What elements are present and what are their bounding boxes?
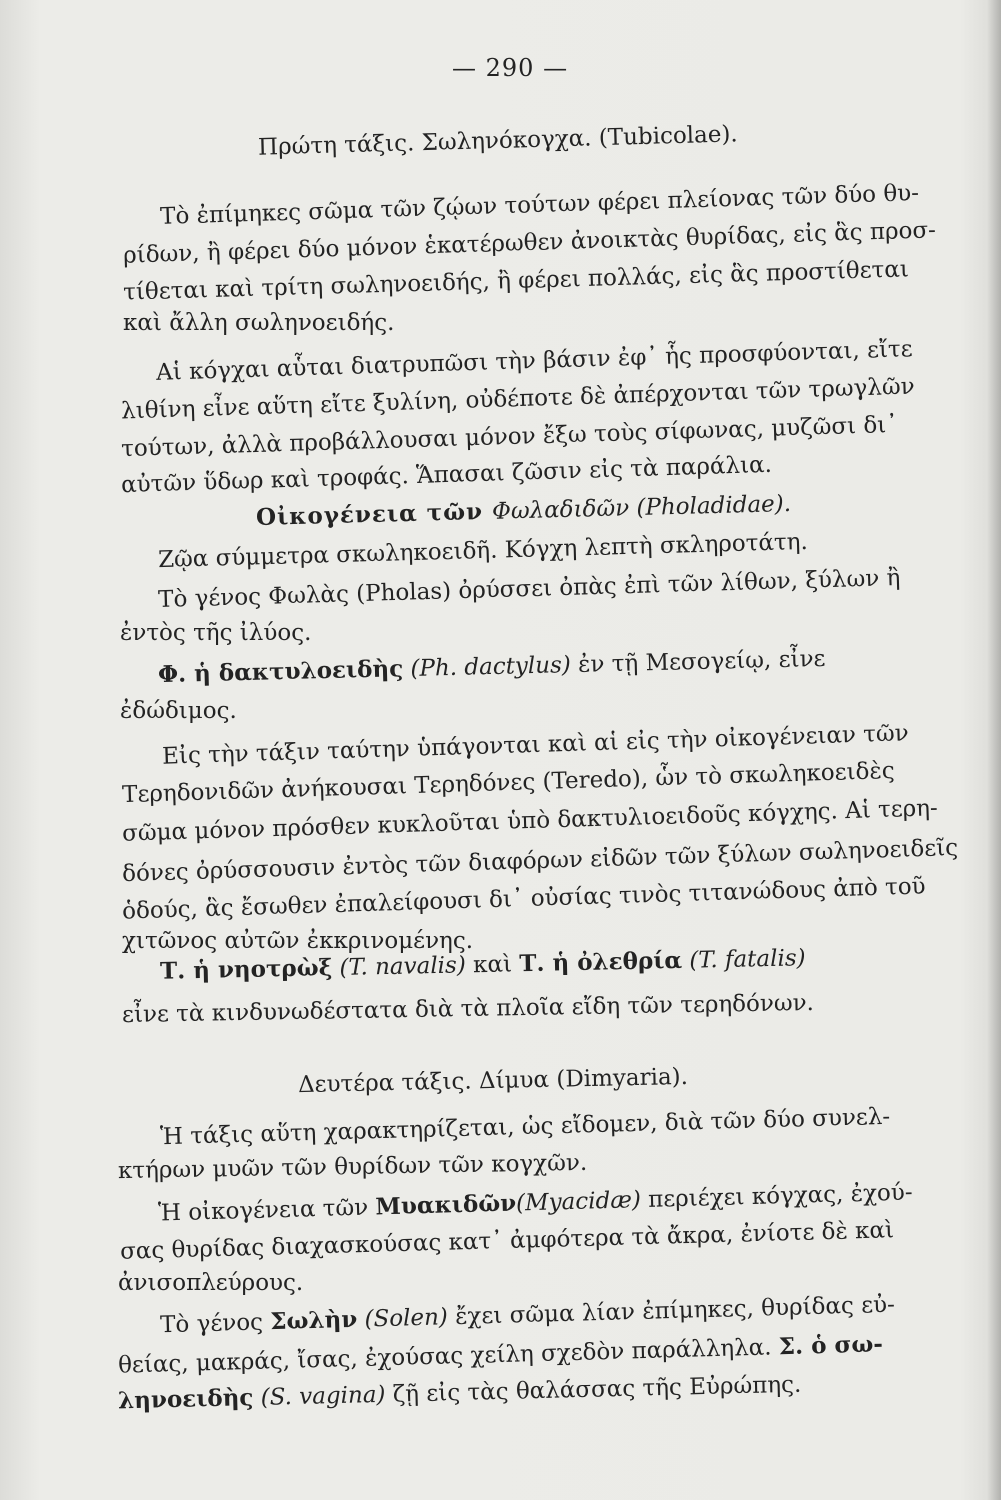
- family-prefix: Οἰκογένεια τῶν: [255, 497, 493, 531]
- species-name-navalis: Τ. ἡ νηοτρὼξ: [159, 954, 333, 985]
- section-heading-dimyaria: Δευτέρα τάξις. Δίμυα (Dimyaria).: [297, 1063, 689, 1099]
- species-name-solen-vagina-end: ληνοειδὴς: [117, 1384, 254, 1415]
- text-line: Τερηδονιδῶν ἀνήκουσαι Τερηδόνες (Teredo), ὧν τὸ σκωληκοειδὲς: [121, 757, 896, 809]
- species-latin-vagina: (S. vagina): [253, 1381, 386, 1412]
- text-line: σας θυρίδας διαχασκούσας κατ᾽ ἀμφότερα τὰ ἄκρα, ἐνίοτε δὲ καὶ: [119, 1217, 895, 1265]
- species-latin-fatalis: (T. fatalis): [681, 945, 806, 974]
- family-description: περιέχει κόγχας, ἐχού-: [640, 1179, 913, 1214]
- text-line: Αἱ κόγχαι αὗται διατρυπῶσι τὴν βάσιν ἐφ᾽ ἧς προσφύονται, εἴτε: [155, 336, 913, 386]
- species-name-fatalis: Τ. ἡ ὀλεθρία: [519, 946, 683, 978]
- genus-latin-solen: (Solen): [356, 1304, 449, 1333]
- text-line: Ζῷα σύμμετρα σκωληκοειδῆ. Κόγχη λεπτὴ σκληροτάτη.: [157, 528, 809, 574]
- species-name: Φ. ἡ δακτυλοειδὴς: [157, 655, 404, 689]
- family-name-greek: Φωλαδιδῶν: [491, 495, 630, 525]
- text-line: ἀνισοπλεύρους.: [118, 1270, 304, 1296]
- text-line: ἐντὸς τῆς ἰλύος.: [120, 620, 312, 646]
- genus-prefix: Τὸ γένος: [159, 1309, 271, 1339]
- text-line: ἐδώδιμος.: [120, 698, 237, 724]
- text-line: Τὸ γένος Φωλὰς (Pholas) ὀρύσσει ὀπὰς ἐπὶ τῶν λίθων, ξύλων ἢ: [157, 564, 901, 614]
- section-heading-tubicolae: Πρώτη τάξις. Σωληνόκογχα. (Tubicolae).: [257, 121, 739, 161]
- text-line: Εἰς τὴν τάξιν ταύτην ὑπάγονται καὶ αἱ εἰς τὴν οἰκογένειαν τῶν: [161, 720, 910, 770]
- species-description: ἐν τῇ Μεσογείῳ, εἶνε: [570, 645, 826, 679]
- text-line: αὐτῶν ὕδωρ καὶ τροφάς. Ἅπασαι ζῶσιν εἰς τὰ παράλια.: [120, 451, 773, 499]
- family-latin-myacidae: (Myacidæ): [515, 1187, 642, 1217]
- text-line: καὶ ἄλλη σωληνοειδής.: [123, 310, 395, 336]
- text-line: χιτῶνος αὐτῶν ἐκκρινομένης.: [122, 928, 474, 954]
- text-line: κτήρων μυῶν τῶν θυρίδων τῶν κογχῶν.: [117, 1149, 588, 1185]
- text-line: λιθίνη εἶνε αὕτη εἴτε ξυλίνη, οὐδέποτε δὲ ἀπέρχονται τῶν τρωγλῶν: [120, 373, 916, 425]
- text-line: ρίδων, ἢ φέρει δύο μόνον ἑκατέρωθεν ἀνοικτὰς θυρίδας, εἰς ἃς προσ-: [122, 217, 937, 269]
- text-segment: θείας, μακράς, ἴσας, ἐχούσας χείλη σχεδὸν παράλληλα.: [117, 1334, 780, 1379]
- species-name-solen-vagina-start: Σ. ὁ σω-: [778, 1330, 884, 1361]
- page-number: — 290 —: [452, 54, 569, 82]
- text-line: εἶνε τὰ κινδυνωδέστατα διὰ τὰ πλοῖα εἴδη τῶν τερηδόνων.: [121, 989, 815, 1029]
- genus-description: ἔχει σῶμα λίαν ἐπίμηκες, θυρίδας εὐ-: [447, 1291, 896, 1331]
- conjunction: καὶ: [465, 951, 520, 979]
- text-line: δόνες ὀρύσσουσιν ἐντὸς τῶν διαφόρων εἰδῶν τῶν ξύλων σωληνοειδεῖς: [121, 834, 959, 888]
- genus-name-solen: Σωλὴν: [269, 1305, 358, 1336]
- text-line: ὁδούς, ἃς ἔσωθεν ἐπαλείφουσι δι᾽ οὐσίας τινὸς τιτανώδους ἀπὸ τοῦ: [121, 873, 926, 925]
- text-line: σῶμα μόνον πρόσθεν κυκλοῦται ὑπὸ δακτυλιοειδοῦς κόγχης. Αἱ τερη-: [121, 795, 939, 847]
- text-line: τούτων, ἀλλὰ προβάλλουσαι μόνον ἔξω τοὺς σίφωνας, μυζῶσι δι᾽: [120, 411, 899, 463]
- species-latin: (Ph. dactylus): [410, 652, 572, 682]
- text-line: Τὸ ἐπίμηκες σῶμα τῶν ζῴων τούτων φέρει πλείονας τῶν δύο θυ-: [159, 180, 920, 230]
- text-line: Ἡ τάξις αὕτη χαρακτηρίζεται, ὡς εἴδομεν, διὰ τῶν δύο συνελ-: [159, 1103, 891, 1151]
- species-latin-navalis: (T. navalis): [331, 952, 467, 982]
- text-line: τίθεται καὶ τρίτη σωληνοειδής, ἢ φέρει πολλάς, εἰς ἃς προστίθεται: [122, 256, 910, 306]
- species-description: ζῇ εἰς τὰς θαλάσσας τῆς Εὐρώπης.: [385, 1371, 802, 1408]
- species-line-pholas-dactylus: [158, 644, 826, 690]
- family-prefix: Ἡ οἰκογένεια τῶν: [157, 1194, 376, 1227]
- family-name-latin: (Pholadidae).: [628, 491, 792, 522]
- family-heading-pholadidae: [256, 489, 792, 533]
- family-name-myacidae: Μυακιδῶν: [375, 1189, 517, 1221]
